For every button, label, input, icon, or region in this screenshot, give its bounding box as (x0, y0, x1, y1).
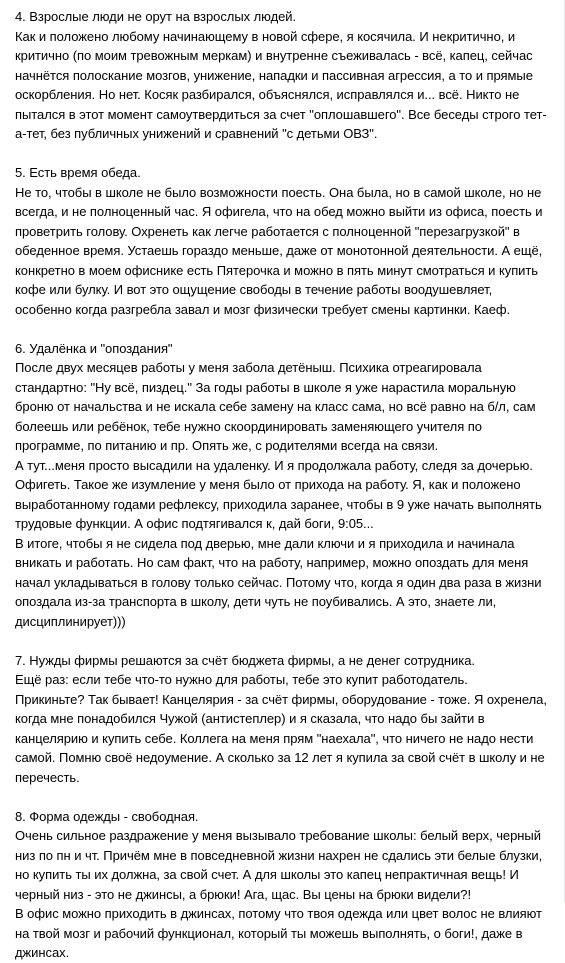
section-6-paragraph-1: После двух месяцев работы у меня забола детёныш. Психика отреагировала стандартно: "Ну всё, пиздец." За годы работы в школе я уже нарастила моральную броню от начальства и не искала себе замену на класс сама, но всё равно на б/л, сам болеешь или ребёнок, тебе нужно скоординировать заменяющего учителя по программе, по питанию и пр. Опять же, с родителями всегда на связи. (15, 360, 536, 453)
section-6-paragraph-3: В итоге, чтобы я не сидела под дверью, мне дали ключи и я приходила и начинала вникать и работать. Но сам факт, что на работу, например, можно опоздать для меня начал укладываться в голову только сейчас. Потому что, когда я один два раза в жизни опоздала из-за транспорта в школу, дети чуть не поубивались. А это, знаете ли, дисциплинирует))) (15, 535, 542, 629)
section-8-paragraph-2: В офис можно приходить в джинсах, потому что твоя одежда или цвет волос не влияют на твой мозг и рабочий функционал, который ты можешь выполнять, о боги!, даже в джинсах. (15, 906, 542, 960)
section-5-heading: 5. Есть время обеда. (15, 165, 141, 180)
paragraph-gap (15, 631, 551, 651)
section-6-paragraph-2: А тут...меня просто высадили на удаленку. И я продолжала работу, следя за дочерью. Офигеть. Такое же изумление у меня было от прихода на работу. Я, как и положено выработанному годами рефлексу, приходила заранее, чтобы в 9 уже начать выполнять трудовые функции. А офис подтягивался к, дай боги, 9:05... (15, 457, 542, 531)
section-8-paragraph-1: Очень сильное раздражение у меня вызывало требование школы: белый верх, черный низ по пн и чт. Причём мне в повседневной жизни нахрен не сдались эти белые блузки, но купить ты их должна, за свой счет. А для школы это капец непрактичная вещь! И черный низ - это не джинсы, а брюки! Ага, щас. Вы цены на брюки видели?! (15, 828, 543, 902)
paragraph-gap (15, 319, 551, 339)
section-4-paragraph: Как и положено любому начинающему в новой сфере, я косячила. И некритично, и критично (по моим тревожным меркам) и внутренне съеживалась - всё, капец, сейчас начнётся полоскание мозгов, унижение, нападки и пассивная агрессия, а то и прямые оскорбления. Но нет. Косяк разбирался, объяснялся, исправлялся и... всё. Никто не пытался в этот момент самоутвердиться за счет "оплошавшего". Все беседы строго тет-а-тет, без публичных унижений и сравнений "с детьми ОВЗ". (15, 28, 547, 141)
paragraph-gap (15, 787, 551, 807)
section-7-paragraph-2: Прикиньте? Так бывает! Канцелярия - за счёт фирмы, оборудование - тоже. Я охренела, когда мне понадобился Чужой (антистеплер) и я сказала, что надо бы зайти в канцелярию и купить себе. Коллега на меня прям "наехала", что ничего не надо нести самой. Помню своё недоумение. А сколько за 12 лет я купила за свой счёт в школу и не перечесть. (15, 691, 547, 785)
paragraph-gap (15, 144, 551, 164)
section-7-heading: 7. Нужды фирмы решаются за счёт бюджета фирмы, а не денег сотрудника. (15, 652, 475, 668)
section-6-heading: 6. Удалёнка и "опоздания" (15, 340, 173, 356)
section-8-heading: 8. Форма одежды - свободная. (15, 808, 199, 824)
section-4-heading: 4. Взрослые люди не орут на взрослых людей. (15, 9, 297, 24)
section-5-paragraph: Не то, чтобы в школе не было возможности поесть. Она была, но в самой школе, но не всегда, и не полноценный час. Я офигела, что на обед можно выйти из офиса, поесть и проветрить голову. Охренеть как легче работается с полноценной "перезагрузкой" в обеденное время. Устаешь гораздо меньше, даже от монотонной деятельности. А ещё, конкретно в моем офиснике есть Пятерочка и можно в пять минут смотраться и купить кофе или булку. И вот это ощущение свободы в течение работы воодушевляет, особенно когда разгребла завал и мозг физически требует смены картинки. Каеф. (15, 184, 543, 317)
section-7-paragraph-1: Ещё раз: если тебе что-то нужно для работы, тебе это купит работодатель. (15, 672, 468, 687)
